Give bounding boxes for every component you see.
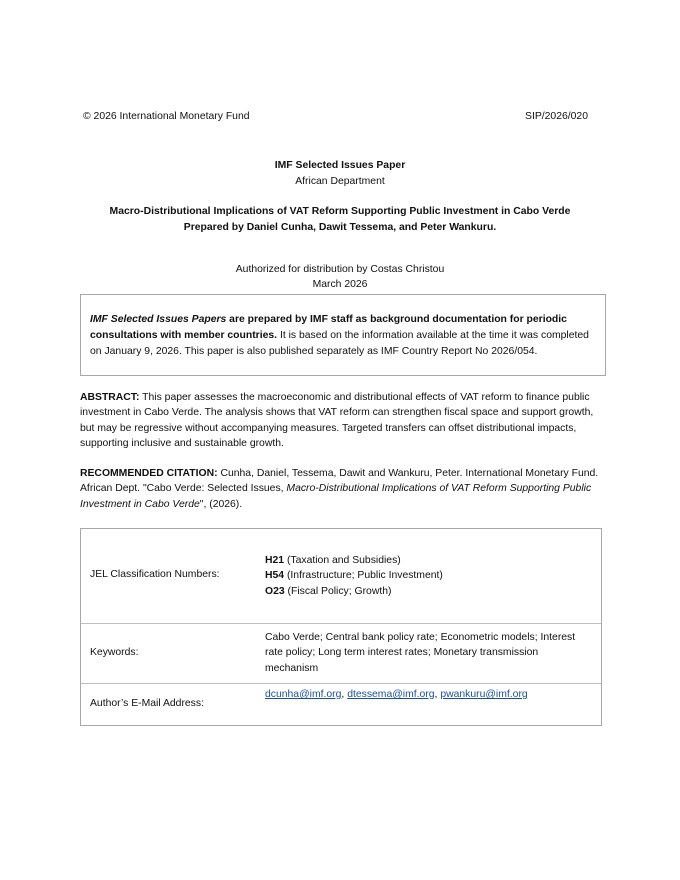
paper-series: IMF Selected Issues Paper (274, 160, 406, 171)
publication-date: March 2026 (312, 279, 368, 290)
jel-code-item: H54 (Infrastructure; Public Investment) (265, 570, 443, 582)
email-label: Author’s E-Mail Address: (90, 698, 204, 709)
info-table (80, 528, 602, 726)
citation-title: Macro-Distributional Implications of VAT Reform Supporting Public Investment in Cabo Verde (80, 483, 592, 510)
disclaimer-bold-text: are prepared by IMF staff as background documentation for periodic consultations with member countries. (90, 314, 567, 341)
email-row (81, 683, 601, 725)
copyright-notice: © 2026 International Monetary Fund (83, 111, 250, 122)
disclaimer-text: It is based on the information available at the time it was completed on January 9, 2026. This paper is also published separately as IMF Country Report No 2026/054. (90, 330, 589, 357)
disclaimer-series-name: IMF Selected Issues Papers (90, 314, 227, 325)
author-email-link[interactable]: dcunha@imf.org (265, 689, 342, 700)
jel-row (81, 529, 601, 624)
keywords-value: Cabo Verde; Central bank policy rate; Econometric models; Interest rate policy; Long term interest rates; Monetary transmission mechanism (265, 632, 576, 674)
citation-label: RECOMMENDED CITATION: (80, 468, 218, 479)
jel-code-item: O23 (Fiscal Policy; Growth) (265, 585, 392, 597)
recommended-citation (80, 466, 606, 512)
document-id: SIP/2026/020 (525, 111, 588, 122)
disclaimer-box (80, 294, 606, 376)
citation-year: ", (2026). (199, 498, 243, 510)
email-list: dcunha@imf.org, dtessema@imf.org, pwankuru@imf.org (265, 689, 528, 700)
authorized-by: Authorized for distribution by Costas Christou (235, 264, 445, 275)
jel-codes (265, 553, 589, 599)
abstract-text: This paper assesses the macroeconomic and distributional effects of VAT reform to finance public investment in Cabo Verde. The analysis shows that VAT reform can strengthen fiscal space and support growth, but may be regressive without accompanying measures. Targeted transfers can offset distributional impacts, supporting inclusive and sustainable growth. (80, 392, 594, 450)
paper-title: Macro-Distributional Implications of VAT Reform Supporting Public Investment in Cabo Verde (109, 206, 571, 217)
jel-label: JEL Classification Numbers: (90, 569, 220, 580)
keywords-row (81, 623, 601, 684)
abstract-label: ABSTRACT: (80, 392, 140, 403)
author-email-link[interactable]: dtessema@imf.org (347, 689, 435, 700)
keywords-label: Keywords: (90, 647, 139, 658)
author-email-link[interactable]: pwankuru@imf.org (440, 689, 528, 700)
department: African Department (295, 176, 385, 187)
authors-line: Prepared by Daniel Cunha, Dawit Tessema, and Peter Wankuru. (183, 222, 497, 233)
citation-text: Cunha, Daniel, Tessema, Dawit and Wankuru, Peter. International Monetary Fund. African Dept. "Cabo Verde: Selected Issues, (80, 468, 599, 495)
abstract (80, 390, 606, 452)
jel-code-item: H21 (Taxation and Subsidies) (265, 555, 401, 566)
